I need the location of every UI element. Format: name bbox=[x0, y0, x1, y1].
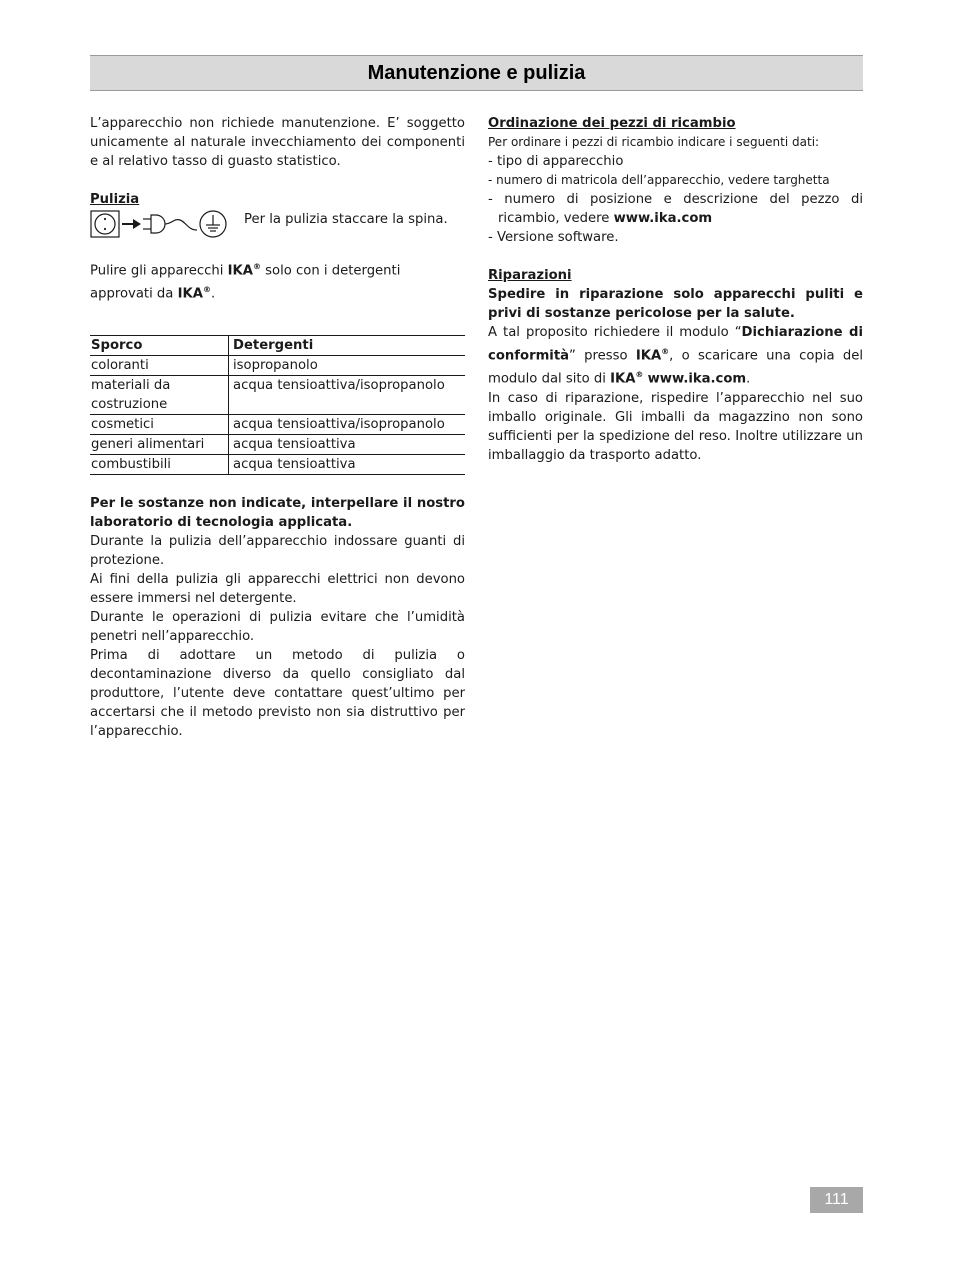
registered-mark: ® bbox=[635, 370, 644, 380]
table-row bbox=[90, 434, 465, 454]
humidity-note: Durante le operazioni di pulizia evitare che l’umidità penetri nell’apparecchio. bbox=[90, 609, 465, 644]
repair-text-2: ” presso bbox=[569, 348, 636, 364]
brand-name: IKA bbox=[635, 348, 662, 364]
arrow-right-icon bbox=[120, 210, 142, 238]
spare-parts-intro: Per ordinare i pezzi di ricambio indicare i seguenti dati: bbox=[488, 135, 820, 149]
table-row bbox=[90, 454, 465, 474]
column-header-dirt: Sporco bbox=[90, 335, 229, 355]
spare-item-serial: - numero di matricola dell’apparecchio, vedere targhetta bbox=[488, 173, 830, 187]
lab-contact-note: Per le sostanze non indicate, interpellare il nostro laboratorio di tecnologia applicata. bbox=[90, 495, 465, 530]
unplug-symbols bbox=[90, 209, 238, 239]
form-name: Dichiarazione di conformità bbox=[488, 325, 863, 364]
approved-text-3: . bbox=[210, 286, 216, 302]
brand-name: IKA bbox=[610, 371, 636, 387]
approved-text-1: Pulire gli apparecchi bbox=[90, 263, 228, 279]
spare-item-position bbox=[488, 190, 863, 228]
unplug-instruction bbox=[90, 209, 465, 245]
unplug-text: Per la pulizia staccare la spina. bbox=[244, 212, 448, 227]
repair-heading: Riparazioni bbox=[488, 268, 572, 283]
table-header-row bbox=[90, 335, 465, 355]
dirt-cell: materiali da costruzione bbox=[90, 375, 229, 414]
page-title: Manutenzione e pulizia bbox=[367, 61, 586, 84]
detergent-cell: isopropanolo bbox=[229, 355, 466, 375]
spare-item-software: - Versione software. bbox=[488, 230, 619, 245]
table-row bbox=[90, 414, 465, 434]
repair-text-5: . bbox=[746, 371, 751, 387]
registered-mark: ® bbox=[661, 347, 670, 356]
table-row bbox=[90, 375, 465, 414]
spare-item-position-text: - numero di posizione e descrizione del pezzo di ricambio, vedere bbox=[488, 192, 863, 226]
website-link[interactable]: www.ika.com bbox=[647, 371, 747, 387]
page-number: 111 bbox=[810, 1187, 863, 1213]
repair-text-3: , o scaricare una copia del modulo dal sito di bbox=[488, 348, 863, 387]
brand-name: IKA bbox=[177, 286, 203, 302]
approved-text-2: solo con i detergenti approvati da bbox=[90, 263, 401, 302]
detergent-cell: acqua tensioattiva bbox=[229, 454, 466, 474]
table-row bbox=[90, 355, 465, 375]
dirt-cell: cosmetici bbox=[90, 414, 229, 434]
repair-form-paragraph bbox=[488, 323, 863, 389]
registered-mark: ® bbox=[202, 285, 211, 295]
dirt-cell: combustibili bbox=[90, 454, 229, 474]
brand-name: IKA bbox=[227, 263, 253, 279]
spare-item-device-type: - tipo di apparecchio bbox=[488, 154, 624, 169]
detergent-table bbox=[90, 335, 465, 475]
detergent-cell: acqua tensioattiva/isopropanolo bbox=[229, 375, 466, 414]
right-column bbox=[488, 114, 863, 465]
approved-detergents-paragraph bbox=[90, 257, 465, 304]
detergent-cell: acqua tensioattiva bbox=[229, 434, 466, 454]
ground-icon bbox=[198, 209, 228, 239]
socket-icon bbox=[90, 210, 120, 238]
dirt-cell: generi alimentari bbox=[90, 434, 229, 454]
immersion-note: Ai fini della pulizia gli apparecchi elettrici non devono essere immersi nel detergente. bbox=[90, 571, 465, 606]
cleaning-heading: Pulizia bbox=[90, 192, 140, 207]
detergent-cell: acqua tensioattiva/isopropanolo bbox=[229, 414, 466, 434]
intro-paragraph: L’apparecchio non richiede manutenzione. E’ soggetto unicamente al naturale invecchiamento dei componenti e al relativo tasso di guasto statistico. bbox=[90, 116, 465, 169]
gloves-note: Durante la pulizia dell’apparecchio indossare guanti di protezione. bbox=[90, 533, 465, 568]
plug-icon bbox=[142, 210, 198, 238]
method-note: Prima di adottare un metodo di pulizia o decontaminazione diverso da quello consigliato dal produttore, l’utente deve contattare quest’ultimo per accertarsi che il metodo previsto non sia distruttivo per l’apparecchio. bbox=[90, 647, 465, 739]
registered-mark: ® bbox=[252, 262, 261, 271]
repair-text-1: A tal proposito richiedere il modulo “ bbox=[488, 325, 742, 340]
column-header-detergent: Detergenti bbox=[229, 335, 466, 355]
title-bar bbox=[90, 55, 863, 91]
website-link[interactable]: www.ika.com bbox=[613, 211, 713, 226]
dirt-cell: coloranti bbox=[90, 355, 229, 375]
spare-parts-heading: Ordinazione dei pezzi di ricambio bbox=[488, 116, 736, 131]
left-column bbox=[90, 114, 465, 741]
repair-warning: Spedire in riparazione solo apparecchi puliti e privi di sostanze pericolose per la salute. bbox=[488, 287, 863, 321]
repair-return-paragraph: In caso di riparazione, rispedire l’apparecchio nel suo imballo originale. Gli imballi da magazzino non sono sufficienti per la spedizione del reso. Inoltre utilizzare un imballaggio da trasporto adatto. bbox=[488, 390, 863, 463]
